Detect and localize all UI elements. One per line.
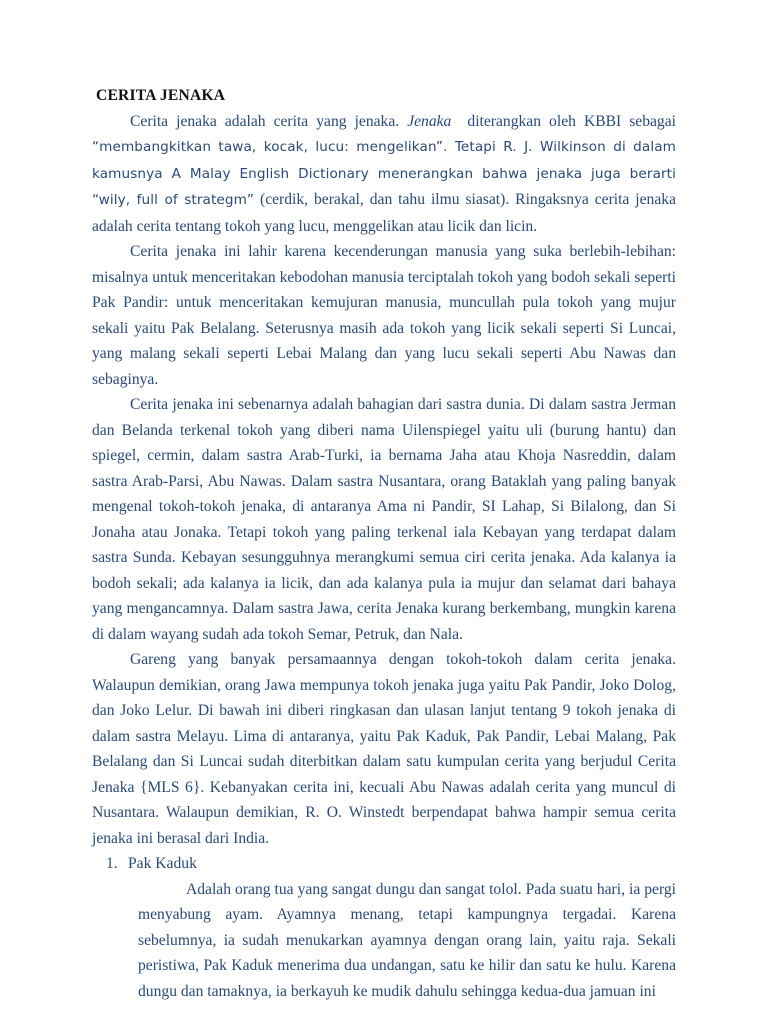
paragraph-1-part3: (cerdik, berakal, dan tahu ilmu siasat). Ringaksnya cerita jenaka adalah cerita tentang tokoh yang lucu, menggelikan atau licik dan licin. (92, 191, 676, 235)
list-item-heading-row (92, 851, 676, 877)
paragraph-1-part2: diterangkan oleh KBBI sebagai (451, 112, 680, 130)
document-title: CERITA JENAKA (96, 87, 226, 104)
list-item-heading: Pak Kaduk (128, 855, 197, 872)
tokoh-list (92, 851, 676, 1004)
paragraph-1-part1: Cerita jenaka adalah cerita yang jenaka. (130, 112, 408, 130)
list-item-number: 1. (106, 855, 118, 872)
list-item (92, 851, 676, 1004)
paragraph-1-quote: “membangkitkan tawa, kocak, lucu: mengelikan”. Tetapi R. J. Wilkinson di dalam kamusnya A Malay English Dictionary menerangkan bahwa jenaka juga berarti “wily, full of strategm” (92, 139, 676, 208)
paragraph-4: Gareng yang banyak persamaannya dengan tokoh-tokoh dalam cerita jenaka. Walaupun demikian, orang Jawa mempunya tokoh jenaka juga yaitu Pak Pandir, Joko Dolog, dan Joko Lelur. Di bawah ini diberi ringkasan dan ulasan lanjut tentang 9 tokoh jenaka di dalam sastra Melayu. Lima di antaranya, yaitu Pak Kaduk, Pak Pandir, Lebai Malang, Pak Belalang dan Si Luncai sudah diterbitkan dalam satu kumpulan cerita yang berjudul Cerita Jenaka {MLS 6}. Kebanyakan cerita ini, kecuali Abu Nawas adalah cerita yang muncul di Nusantara. Walaupun demikian, R. O. Winstedt berpendapat bahwa hampir semua cerita jenaka ini berasal dari India. (92, 651, 676, 847)
paragraph-2: Cerita jenaka ini lahir karena kecenderungan manusia yang suka berlebih-lebihan: misalnya untuk menceritakan kebodohan manusia terciptalah tokoh yang bodoh sekali seperti Pak Pandir: untuk menceritakan kemujuran manusia, muncullah pula tokoh yang mujur sekali yaitu Pak Belalang. Seterusnya masih ada tokoh yang licik sekali seperti Si Luncai, yang malang sekali seperti Lebai Malang dan yang lucu sekali seperti Abu Nawas dan sebaginya. (92, 243, 676, 388)
paragraph-1-emphasis: Jenaka (407, 112, 452, 130)
paragraph-3: Cerita jenaka ini sebenarnya adalah bahagian dari sastra dunia. Di dalam sastra Jerman dan Belanda terkenal tokoh yang diberi nama Uilenspiegel yaitu uli (burung hantu) dan spiegel, cermin, dalam sastra Arab-Turki, ia bernama Jaha atau Khoja Nasreddin, dalam sastra Arab-Parsi, Abu Nawas. Dalam sastra Nusantara, orang Bataklah yang paling banyak mengenal tokoh-tokoh jenaka, di antaranya Ama ni Pandir, SI Lahap, Si Bilalong, dan Si Jonaha atau Jonaka. Tetapi tokoh yang paling terkenal iala Kebayan yang terdapat dalam sastra Sunda. Kebayan sesungguhnya merangkumi semua ciri cerita jenaka. Ada kalanya ia bodoh sekali; ada kalanya ia licik, dan ada kalanya pula ia mujur dan selamat dari bahaya yang mengancamnya. Dalam sastra Jawa, cerita Jenaka kurang berkembang, mungkin karena di dalam wayang sudah ada tokoh Semar, Petruk, dan Nala. (92, 396, 676, 643)
list-item-body: Adalah orang tua yang sangat dungu dan sangat tolol. Pada suatu hari, ia pergi menyabung ayam. Ayamnya menang, tetapi kampungnya tergadai. Karena sebelumnya, ia sudah menukarkan ayamnya dengan orang lain, yaitu raja. Sekali peristiwa, Pak Kaduk menerima dua undangan, satu ke hilir dan satu ke hulu. Karena dungu dan tamaknya, ia berkayuh ke mudik dahulu sehingga kedua-dua jamuan ini (138, 880, 676, 1000)
document-content (92, 83, 680, 1004)
paragraph-1 (92, 109, 680, 240)
